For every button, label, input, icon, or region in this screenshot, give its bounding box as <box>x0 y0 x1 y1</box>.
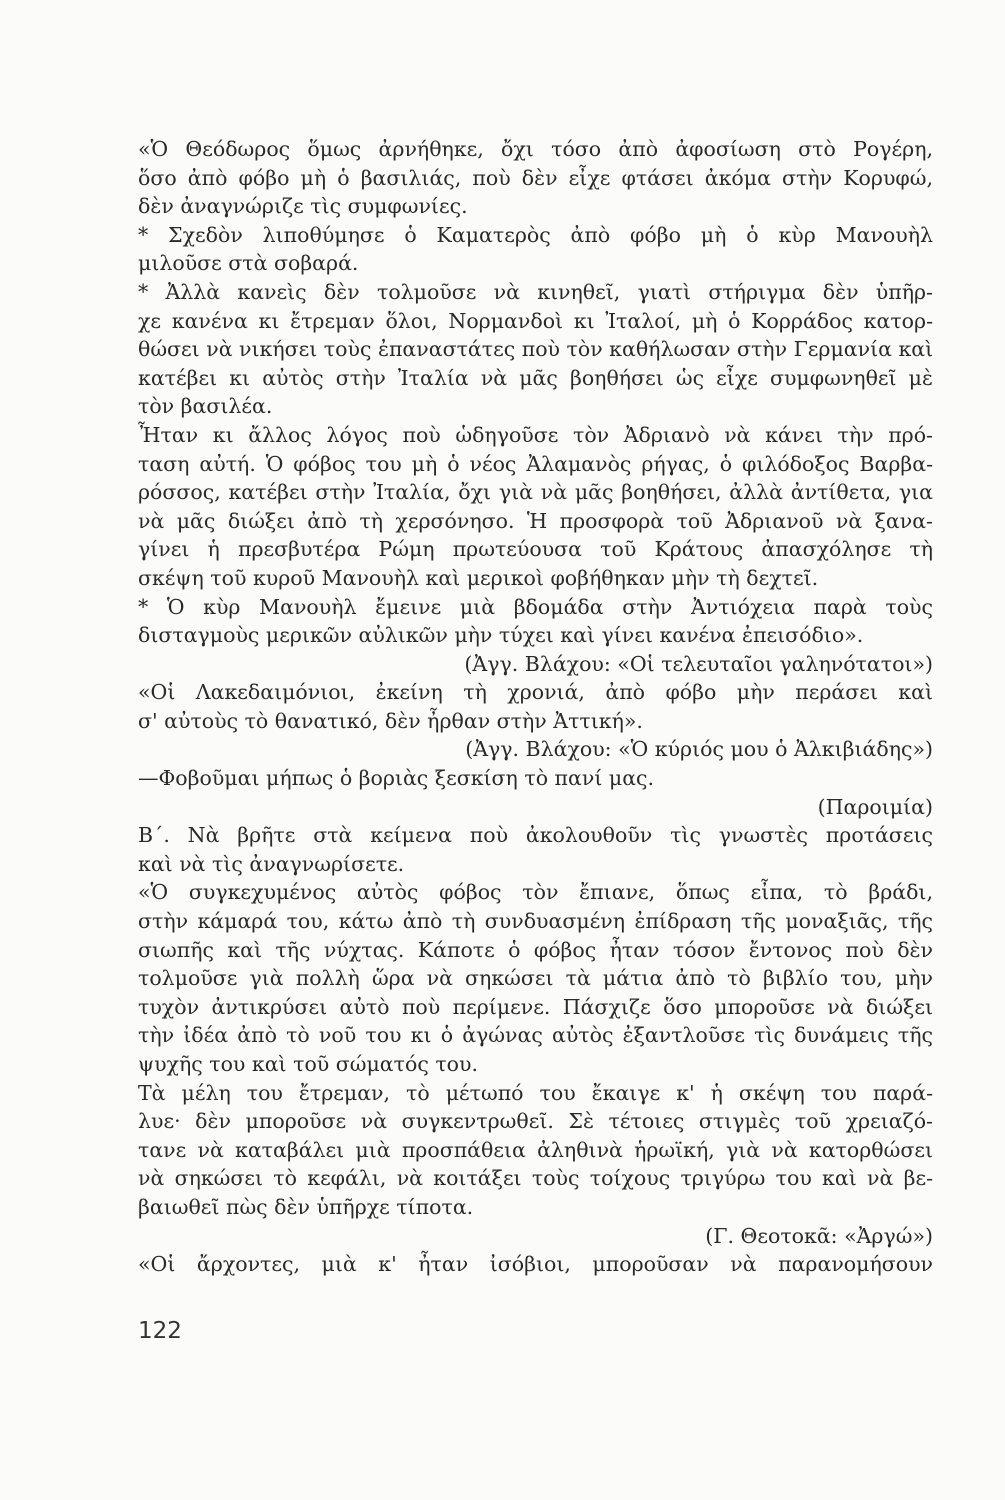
page-number: 122 <box>138 1318 182 1344</box>
citation-line: (Γ. Θεοτοκᾶ: «Ἀργώ») <box>705 1223 933 1248</box>
text-line: χε κανένα κι ἔτρεμαν ὅλοι, Νορμανδοὶ κι Ἰταλοί, μὴ ὁ Κορράδος κατορ- <box>138 308 933 333</box>
text-line: —Φοβοῦμαι μήπως ὁ βοριὰς ξεσκίση τὸ πανί μας. <box>138 766 655 791</box>
text-line: δὲν ἀναγνώριζε τὶς συμφωνίες. <box>138 194 468 219</box>
text-line: κατέβει κι αὐτὸς στὴν Ἰταλία νὰ μᾶς βοηθήσει ὡς εἶχε συμφωνηθεῖ μὲ <box>138 365 933 390</box>
text-line: στὴν κάμαρά του, κάτω ἀπὸ τὴ συνδυασμένη ἐπίδραση τῆς μοναξιᾶς, τῆς <box>138 909 933 934</box>
text-line: δισταγμοὺς μερικῶν αὐλικῶν μὴν τύχει καὶ γίνει κανένα ἐπεισόδιο». <box>138 623 864 648</box>
text-line: θώσει νὰ νικήσει τοὺς ἐπαναστάτες ποὺ τὸν καθήλωσαν στὴν Γερμανία καὶ <box>138 337 933 362</box>
text-line: τὸν βασιλέα. <box>138 394 273 419</box>
text-line: σιωπῆς καὶ τῆς νύχτας. Κάποτε ὁ φόβος ἦταν τόσον ἔντονος ποὺ δὲν <box>138 937 933 962</box>
page-body <box>138 135 933 1279</box>
text-line: μιλοῦσε στὰ σοβαρά. <box>138 251 359 276</box>
text-line: «Οἱ ἄρχοντες, μιὰ κ' ἦταν ἰσόβιοι, μποροῦσαν νὰ παρανομήσουν <box>138 1252 933 1277</box>
text-line: ταση αὐτή. Ὁ φόβος του μὴ ὁ νέος Ἀλαμανὸς ρήγας, ὁ φιλόδοξος Βαρβα- <box>138 451 933 476</box>
text-line: Ἦταν κι ἄλλος λόγος ποὺ ὡδηγοῦσε τὸν Ἀδριανὸ νὰ κάνει τὴν πρό- <box>138 422 933 447</box>
text-line: Τὰ μέλη του ἔτρεμαν, τὸ μέτωπό του ἔκαιγε κ' ἡ σκέψη του παρά- <box>138 1080 933 1105</box>
text-line: καὶ νὰ τὶς ἀναγνωρίσετε. <box>138 851 405 876</box>
citation-line: (Ἀγγ. Βλάχου: «Οἱ τελευταῖοι γαληνότατοι») <box>464 651 933 676</box>
text-line: «Ὁ συγκεχυμένος αὐτὸς φόβος τὸν ἔπιανε, ὅπως εἶπα, τὸ βράδι, <box>138 880 933 905</box>
text-line: «Ὁ Θεόδωρος ὅμως ἀρνήθηκε, ὄχι τόσο ἀπὸ ἀφοσίωση στὸ Ρογέρη, <box>138 137 933 161</box>
text-line: * Ἀλλὰ κανεὶς δὲν τολμοῦσε νὰ κινηθεῖ, γιατὶ στήριγμα δὲν ὑπῆρ- <box>138 279 933 304</box>
text-line: τολμοῦσε γιὰ πολλὴ ὥρα νὰ σηκώσει τὰ μάτια ἀπὸ τὸ βιβλίο του, μὴν <box>138 966 933 991</box>
text-line: * Ὁ κὺρ Μανουὴλ ἔμεινε μιὰ βδομάδα στὴν Ἀντιόχεια παρὰ τοὺς <box>138 594 933 619</box>
text-line: νὰ μᾶς διώξει ἀπὸ τὴ χερσόνησο. Ἡ προσφορὰ τοῦ Ἀδριανοῦ νὰ ξανα- <box>138 508 933 533</box>
text-line: λυε· δὲν μποροῦσε νὰ συγκεντρωθεῖ. Σὲ τέτοιες στιγμὲς τοῦ χρειαζό- <box>138 1109 933 1134</box>
text-line: ψυχῆς του καὶ τοῦ σώματός του. <box>138 1052 478 1076</box>
citation-line: (Ἀγγ. Βλάχου: «Ὁ κύριός μου ὁ Ἀλκιβιάδης») <box>465 737 933 762</box>
text-line: ρόσσος, κατέβει στὴν Ἰταλία, ὄχι γιὰ νὰ μᾶς βοηθήσει, ἀλλὰ ἀντίθετα, για <box>138 480 933 505</box>
text-line: τυχὸν ἀντικρύσει αὐτὸ ποὺ περίμενε. Πάσχιζε ὅσο μποροῦσε νὰ διώξει <box>138 994 933 1019</box>
text-line: «Οἱ Λακεδαιμόνιοι, ἐκείνη τὴ χρονιά, ἀπὸ φόβο μὴν περάσει καὶ <box>138 680 933 705</box>
text-line: τὴν ἰδέα ἀπὸ τὸ νοῦ του κι ὁ ἀγώνας αὐτὸς ἐξαντλοῦσε τὶς δυνάμεις τῆς <box>138 1023 933 1048</box>
text-line: γίνει ἡ πρεσβυτέρα Ρώμη πρωτεύουσα τοῦ Κράτους ἀπασχόλησε τὴ <box>138 537 933 562</box>
text-line: βαιωθεῖ πὼς δὲν ὑπῆρχε τίποτα. <box>138 1194 474 1219</box>
text-line: Β΄. Νὰ βρῆτε στὰ κείμενα ποὺ ἀκολουθοῦν τὶς γνωστὲς προτάσεις <box>138 823 933 848</box>
text-line: τανε νὰ καταβάλει μιὰ προσπάθεια ἀληθινὰ ἡρωϊκή, γιὰ νὰ κατορθώσει <box>138 1137 933 1162</box>
text-line: νὰ σηκώσει τὸ κεφάλι, νὰ κοιτάξει τοὺς τοίχους τριγύρω του καὶ νὰ βε- <box>138 1166 933 1191</box>
text-line: σκέψη τοῦ κυροῦ Μανουὴλ καὶ μερικοὶ φοβήθηκαν μὴν τὴ δεχτεῖ. <box>138 565 819 590</box>
text-line: σ' αὐτοὺς τὸ θανατικό, δὲν ἦρθαν στὴν Ἀττική». <box>138 708 643 733</box>
text-line: * Σχεδὸν λιποθύμησε ὁ Καματερὸς ἀπὸ φόβο μὴ ὁ κὺρ Μανουὴλ <box>138 222 933 247</box>
citation-line: (Παροιμία) <box>817 794 933 819</box>
text-line: ὅσο ἀπὸ φόβο μὴ ὁ βασιλιάς, ποὺ δὲν εἶχε φτάσει ἀκόμα στὴν Κορυφώ, <box>138 165 933 190</box>
